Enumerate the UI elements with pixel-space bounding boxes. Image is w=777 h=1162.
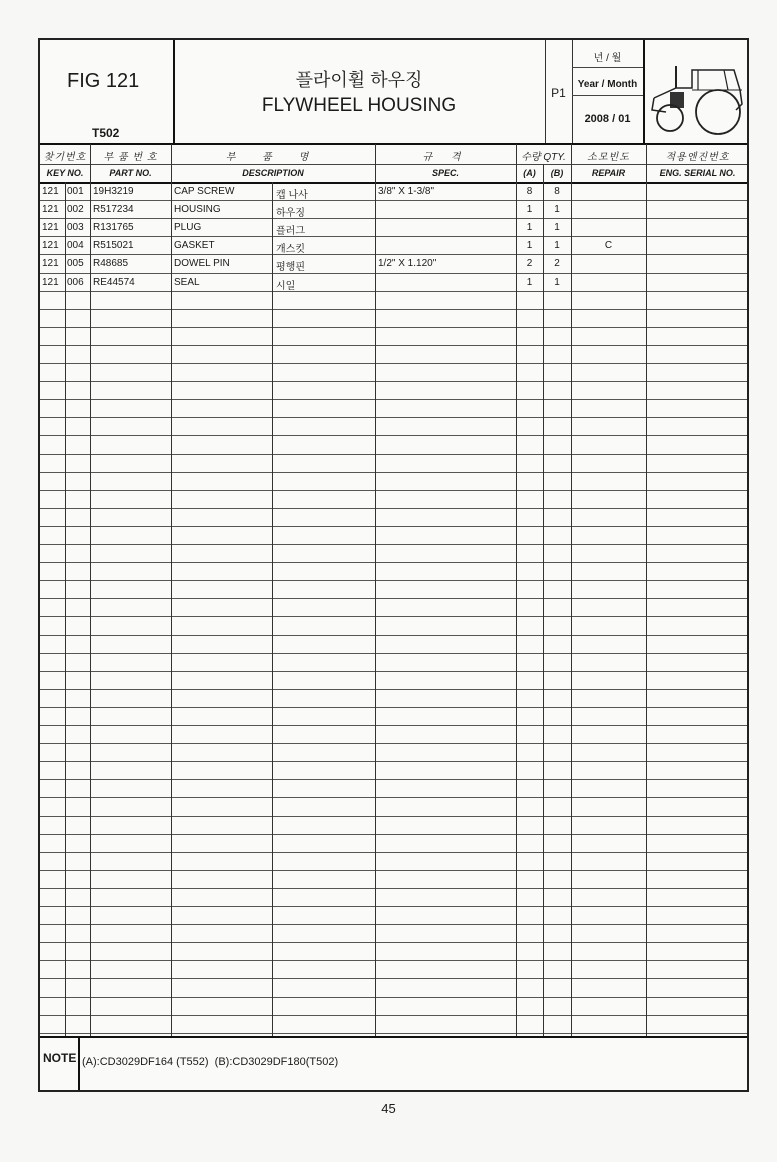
cell-qa: 8 bbox=[526, 186, 533, 197]
cell-key: 005 bbox=[67, 258, 84, 270]
cell-part: R517234 bbox=[93, 204, 134, 216]
title-english: FLYWHEEL HOUSING bbox=[261, 95, 457, 116]
cell-fig: 121 bbox=[42, 186, 59, 197]
cell-key: 002 bbox=[67, 204, 84, 216]
cell-part: R515021 bbox=[93, 240, 134, 252]
cell-qb: 2 bbox=[554, 258, 560, 270]
grid-row-line bbox=[40, 960, 747, 961]
grid-row-line bbox=[40, 816, 747, 817]
col-qty: 수량 QTY. bbox=[521, 152, 566, 163]
cell-qa: 1 bbox=[526, 276, 533, 288]
parts-catalog-sheet bbox=[38, 38, 749, 1092]
cell-part: R131765 bbox=[93, 222, 134, 234]
page-number: 45 bbox=[381, 1101, 396, 1116]
col-key-ko: 찾기번호 bbox=[43, 152, 87, 163]
grid-row-line bbox=[40, 381, 747, 382]
grid-row-line bbox=[40, 942, 747, 943]
cell-fig: 121 bbox=[42, 276, 59, 288]
grid-row-line bbox=[40, 490, 747, 491]
year-month-label-en: Year / Month bbox=[577, 79, 638, 90]
model-code: T502 bbox=[92, 126, 120, 140]
grid-row-line bbox=[40, 363, 747, 364]
page-code: P1 bbox=[551, 86, 566, 100]
note-label: NOTE bbox=[43, 1051, 77, 1065]
grid-row-line bbox=[40, 924, 747, 925]
grid-row-line bbox=[40, 1033, 747, 1034]
cell-desc-ko: 시일 bbox=[276, 280, 296, 292]
cell-spec: 3/8" X 1-3/8" bbox=[378, 186, 435, 197]
grid-row-line bbox=[40, 1015, 747, 1016]
note-text: (A):CD3029DF164 (T552) (B):CD3029DF180(T502) bbox=[82, 1056, 339, 1068]
cell-fig: 121 bbox=[42, 240, 59, 252]
cell-fig: 121 bbox=[42, 204, 59, 216]
grid-row-line bbox=[40, 526, 747, 527]
grid-row-line bbox=[40, 454, 747, 455]
grid-row-line bbox=[40, 888, 747, 889]
grid-row-line bbox=[40, 417, 747, 418]
col-spec-ko: 규 격 bbox=[422, 152, 469, 163]
parts-table-grid bbox=[40, 182, 747, 1036]
cell-desc-ko: 개스킷 bbox=[276, 244, 305, 256]
cell-qb: 1 bbox=[554, 276, 560, 288]
grid-row-line bbox=[40, 689, 747, 690]
cell-qa: 2 bbox=[526, 258, 533, 270]
cell-desc-en: SEAL bbox=[174, 276, 200, 288]
col-qty-a: (A) bbox=[523, 168, 536, 178]
figure-number: FIG 121 bbox=[67, 70, 140, 92]
year-month-label-ko: 년 / 월 bbox=[593, 53, 622, 64]
cell-fig: 121 bbox=[42, 222, 59, 234]
grid-row-line bbox=[40, 616, 747, 617]
grid-row-line bbox=[40, 635, 747, 636]
title-korean: 플라이휠 하우징 bbox=[295, 70, 423, 90]
grid-row-line bbox=[40, 399, 747, 400]
grid-row-line bbox=[40, 779, 747, 780]
cell-part: R48685 bbox=[93, 258, 129, 270]
col-spec-en: SPEC. bbox=[431, 168, 459, 178]
grid-row-line bbox=[40, 327, 747, 328]
cell-repair: C bbox=[604, 240, 613, 252]
grid-row-line bbox=[40, 580, 747, 581]
col-part-ko: 부 품 번 호 bbox=[103, 152, 158, 163]
grid-row-line bbox=[40, 834, 747, 835]
cell-key: 001 bbox=[67, 186, 84, 197]
col-part-en: PART NO. bbox=[109, 168, 152, 178]
table-row bbox=[40, 236, 747, 254]
cell-key: 006 bbox=[67, 276, 84, 288]
grid-row-line bbox=[40, 653, 747, 654]
cell-qb: 1 bbox=[554, 204, 560, 216]
grid-row-line bbox=[40, 743, 747, 744]
col-key-en: KEY NO. bbox=[46, 168, 84, 178]
cell-qb: 1 bbox=[554, 240, 560, 252]
grid-row-line bbox=[40, 291, 747, 292]
col-serial-en: ENG. SERIAL NO. bbox=[659, 168, 736, 178]
col-repair-en: REPAIR bbox=[591, 168, 626, 178]
cell-fig: 121 bbox=[42, 258, 59, 270]
grid-row-line bbox=[40, 598, 747, 599]
col-qty-b: (B) bbox=[550, 168, 564, 178]
cell-qb: 1 bbox=[554, 222, 560, 234]
cell-desc-ko: 하우징 bbox=[276, 208, 305, 220]
grid-row-line bbox=[40, 870, 747, 871]
cell-desc-en: CAP SCREW bbox=[174, 186, 235, 197]
cell-desc-en: DOWEL PIN bbox=[174, 258, 230, 270]
grid-row-line bbox=[40, 852, 747, 853]
table-row bbox=[40, 200, 747, 218]
cell-qa: 1 bbox=[526, 222, 533, 234]
grid-row-line bbox=[40, 725, 747, 726]
grid-row-line bbox=[40, 997, 747, 998]
cell-desc-en: HOUSING bbox=[174, 204, 221, 216]
grid-row-line bbox=[40, 797, 747, 798]
col-serial-ko: 적용엔진번호 bbox=[665, 152, 730, 163]
issue-date: 2008 / 01 bbox=[584, 113, 631, 125]
col-desc-ko: 부 품 명 bbox=[225, 152, 321, 163]
grid-row-line bbox=[40, 707, 747, 708]
grid-row-line bbox=[40, 761, 747, 762]
cell-key: 003 bbox=[67, 222, 84, 234]
cell-spec: 1/2" X 1.120" bbox=[378, 258, 437, 270]
grid-row-line bbox=[40, 906, 747, 907]
cell-desc-en: PLUG bbox=[174, 222, 202, 234]
col-repair-ko: 소모빈도 bbox=[587, 152, 630, 163]
cell-desc-en: GASKET bbox=[174, 240, 215, 252]
cell-key: 004 bbox=[67, 240, 84, 252]
grid-row-line bbox=[40, 435, 747, 436]
cell-desc-ko: 평행핀 bbox=[276, 262, 305, 274]
cell-qa: 1 bbox=[526, 240, 533, 252]
cell-qb: 8 bbox=[554, 186, 560, 197]
cell-part: 19H3219 bbox=[93, 186, 134, 197]
grid-row-line bbox=[40, 345, 747, 346]
table-row bbox=[40, 218, 747, 236]
grid-row-line bbox=[40, 562, 747, 563]
grid-row-line bbox=[40, 671, 747, 672]
table-row bbox=[40, 273, 747, 291]
grid-row-line bbox=[40, 309, 747, 310]
grid-row-line bbox=[40, 978, 747, 979]
grid-row-line bbox=[40, 472, 747, 473]
grid-row-line bbox=[40, 508, 747, 509]
cell-qa: 1 bbox=[526, 204, 533, 216]
table-row bbox=[40, 254, 747, 272]
table-row bbox=[40, 182, 747, 200]
col-desc-en: DESCRIPTION bbox=[242, 168, 304, 178]
grid-row-line bbox=[40, 544, 747, 545]
cell-part: RE44574 bbox=[93, 276, 135, 288]
cell-desc-ko: 캡 나사 bbox=[276, 190, 308, 201]
tractor-icon bbox=[648, 60, 746, 138]
cell-desc-ko: 플러그 bbox=[276, 226, 305, 238]
